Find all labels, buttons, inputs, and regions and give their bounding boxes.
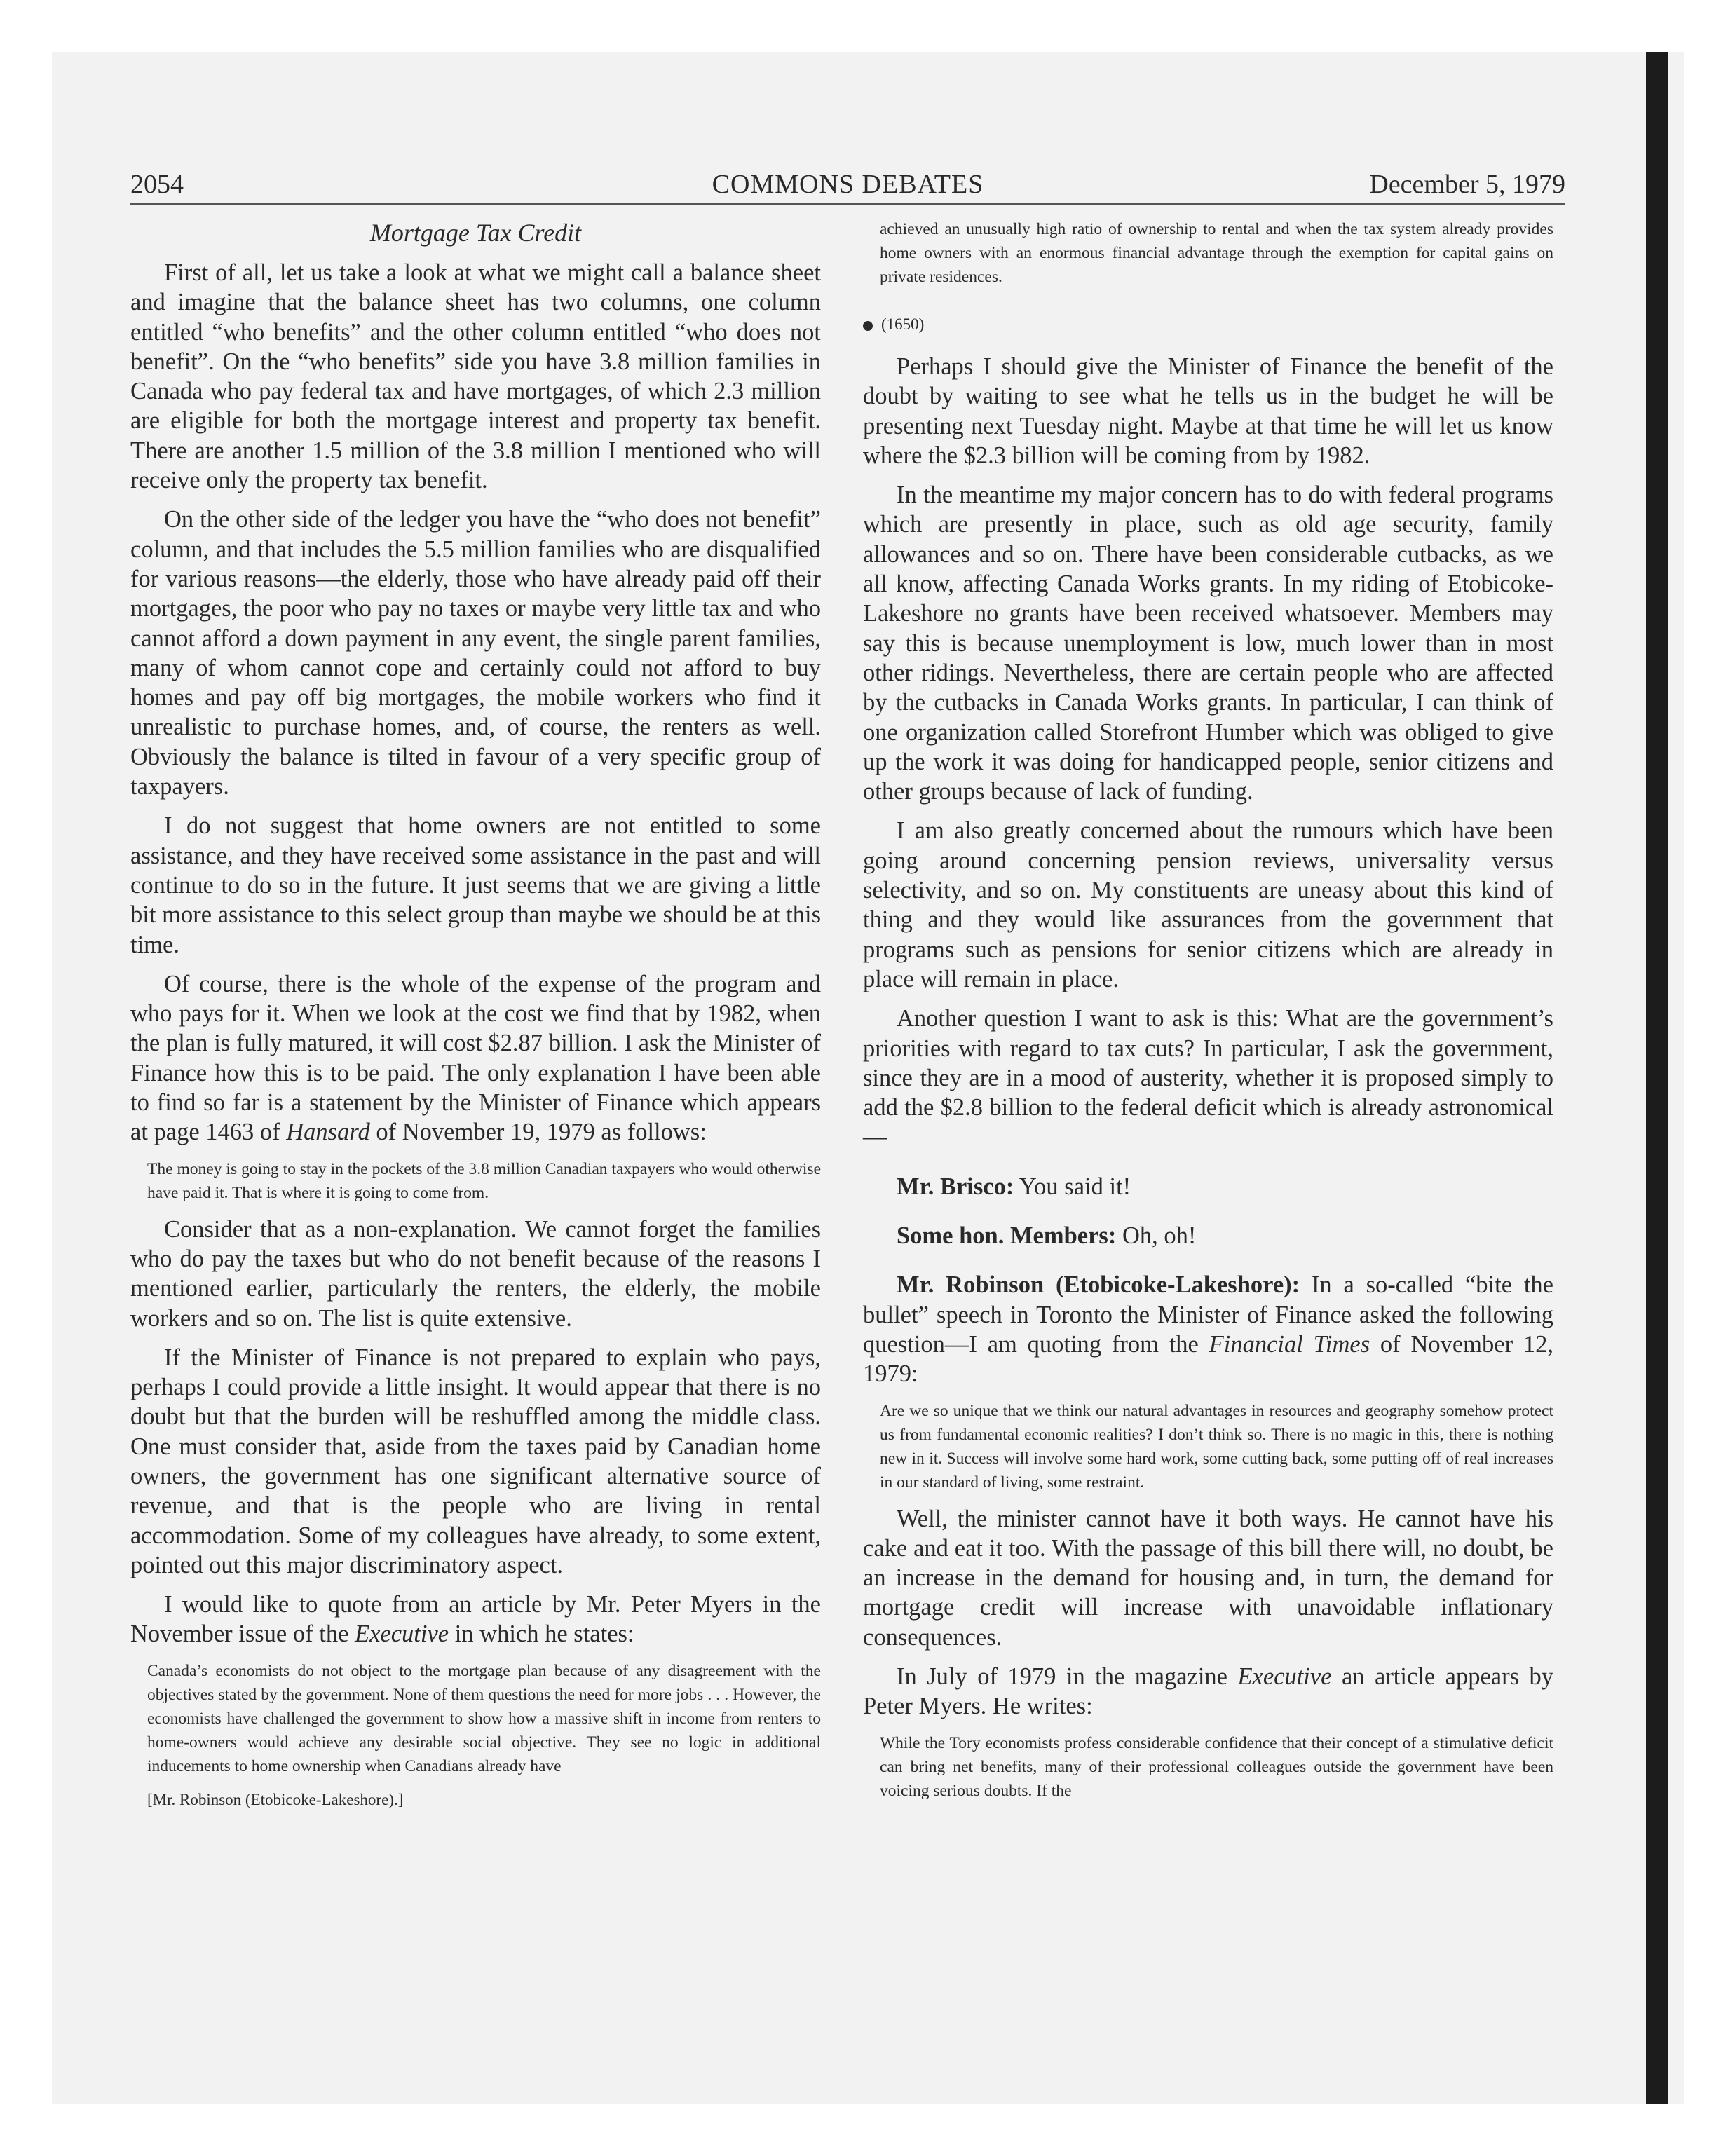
paragraph: I am also greatly concerned about the rumours which have been going around concerning pension reviews, universality versus selectivity, and so on. My constituents are uneasy about this kind of thing and they would like assurances from the government that programs such as pensions for senior citizens which are already in place will remain in place. xyxy=(863,817,1553,992)
paragraph: Consider that as a non-explanation. We cannot forget the families who do pay the taxes but who do not benefit because of the reasons I mentioned earlier, particularly the renters, the elderly, the mobile workers and so on. The list is quite extensive. xyxy=(130,1215,821,1332)
paragraph: I do not suggest that home owners are not entitled to some assistance, and they have received some assistance in the past and will continue to do so in the future. It just seems that we are giving a little bit more assistance to this select group than maybe we should be at this time. xyxy=(130,812,821,958)
block-quote: While the Tory economists profess considerable confidence that their concept of a stimulative deficit can bring net benefits, many of their professional colleagues outside the government have been voicing serious doubts. If the xyxy=(880,1733,1553,1800)
speaker-interjection: Some hon. Members: Oh, oh! xyxy=(897,1222,1197,1250)
paragraph: Well, the minister cannot have it both ways. He cannot have his cake and eat it too. With the passage of this bill there will, no doubt, be an increase in the demand for housing and, in turn, the demand for mortgage credit will increase with unavoidable inflationary consequences. xyxy=(863,1505,1553,1651)
left-column xyxy=(130,216,821,1812)
paragraph: Of course, there is the whole of the expense of the program and who pays for it. When we look at the cost we find that by 1982, when the plan is fully matured, it will cost $2.87 billion. I ask the Minister of Finance how this is to be paid. The only explanation I have been able to find so far is a statement by the Minister of Finance which appears at page 1463 of Hansard of November 19, 1979 as follows: xyxy=(130,970,821,1146)
paragraph: In July of 1979 in the magazine Executive an article appears by Peter Myers. He writes: xyxy=(863,1663,1553,1720)
paragraph: On the other side of the ledger you have the “who does not benefit” column, and that includes the 5.5 million families who are disqualified for various reasons—the elderly, those who have already paid off their mortgages, the poor who pay no taxes or maybe very little tax and who cannot afford a down payment in any event, the single parent families, many of whom cannot cope and certainly could not afford to buy homes and pay off big mortgages, the mobile workers who find it unrealistic to purchase homes, and, of course, the renters as well. Obviously the balance is tilted in favour of a very specific group of taxpayers. xyxy=(130,506,821,800)
paragraph: If the Minister of Finance is not prepared to explain who pays, perhaps I could provide a little insight. It would appear that there is no doubt but that the burden will be reshuffled among the middle class. One must consider that, aside from the taxes paid by Canadian home owners, the government has one significant alternative source of revenue, and that is the people who are living in rental accommodation. Some of my colleagues have already, to some extent, pointed out this major discriminatory aspect. xyxy=(130,1344,821,1578)
paragraph: First of all, let us take a look at what we might call a balance sheet and imagine that the balance sheet has two columns, one column entitled “who benefits” and the other column entitled “who does not benefit”. On the “who benefits” side you have 3.8 million families in Canada who pay federal tax and have mortgages, of which 2.3 million are eligible for both the mortgage interest and property tax benefit. There are another 1.5 million of the 3.8 million I mentioned who will receive only the property tax benefit. xyxy=(130,259,821,494)
header-date: December 5, 1979 xyxy=(1369,170,1565,199)
section-heading: Mortgage Tax Credit xyxy=(369,219,582,247)
bullet-icon xyxy=(863,321,873,331)
paragraph: Perhaps I should give the Minister of Finance the benefit of the doubt by waiting to see what he tells us in the budget he will be presenting next Tuesday night. Maybe at that time he will let us know where the $2.3 billion will be coming from by 1982. xyxy=(863,353,1553,469)
block-quote-continued: achieved an unusually high ratio of ownership to rental and when the tax system already provides home owners with an enormous financial advantage through the exemption for capital gains on private residences. xyxy=(880,220,1553,286)
page-header xyxy=(130,165,1565,203)
paragraph: I would like to quote from an article by Mr. Peter Myers in the November issue of the Executive in which he states: xyxy=(130,1591,821,1648)
paragraph: In the meantime my major concern has to do with federal programs which are presently in place, such as old age security, family allowances and so on. There have been considerable cutbacks, as we all know, affecting Canada Works grants. In my riding of Etobicoke-Lakeshore no grants have been received whatsoever. Members may say this is because unemployment is low, much lower than in most other ridings. Nevertheless, there are certain people who are affected by the cutbacks in Canada Works grants. In particular, I can think of one organization called Storefront Humber which was obliged to give up the work it was doing for handicapped people, senior citizens and other groups because of lack of funding. xyxy=(863,482,1553,805)
page-number: 2054 xyxy=(130,170,184,199)
speaker-interjection: Mr. Brisco: You said it! xyxy=(897,1173,1131,1200)
header-rule xyxy=(130,203,1565,205)
speaker-byline: [Mr. Robinson (Etobicoke-Lakeshore).] xyxy=(147,1790,404,1808)
time-marker: (1650) xyxy=(863,313,1553,336)
right-column xyxy=(863,216,1553,1813)
block-quote: The money is going to stay in the pockets of the 3.8 million Canadian taxpayers who would otherwise have paid it. That is where it is going to come from. xyxy=(147,1159,821,1202)
block-quote: Canada’s economists do not object to the mortgage plan because of any disagreement with the objectives stated by the government. None of them questions the need for more jobs . . . However, the economists have challenged the government to show how a massive shift in income from renters to home-owners would achieve any desirable social objective. They see no logic in additional inducements to home ownership when Canadians already have xyxy=(147,1661,821,1775)
speaker-paragraph: Mr. Robinson (Etobicoke-Lakeshore): In a so-called “bite the bullet” speech in Toronto the Minister of Finance asked the following question—I am quoting from the Financial Times of November 12, 1979: xyxy=(863,1271,1553,1388)
running-title: COMMONS DEBATES xyxy=(712,170,984,199)
block-quote: Are we so unique that we think our natural advantages in resources and geography somehow protect us from fundamental economic realities? I don’t think so. There is no magic in this, there is nothing new in it. Success will involve some hard work, some cutting back, some putting off of real increases in our standard of living, some restraint. xyxy=(880,1401,1553,1492)
scan-edge-shadow xyxy=(1646,52,1668,2104)
paragraph: Another question I want to ask is this: What are the government’s priorities with regard to tax cuts? In particular, I ask the government, since they are in a mood of austerity, whether it is proposed simply to add the $2.8 billion to the federal deficit which is already astronomical— xyxy=(863,1005,1553,1151)
